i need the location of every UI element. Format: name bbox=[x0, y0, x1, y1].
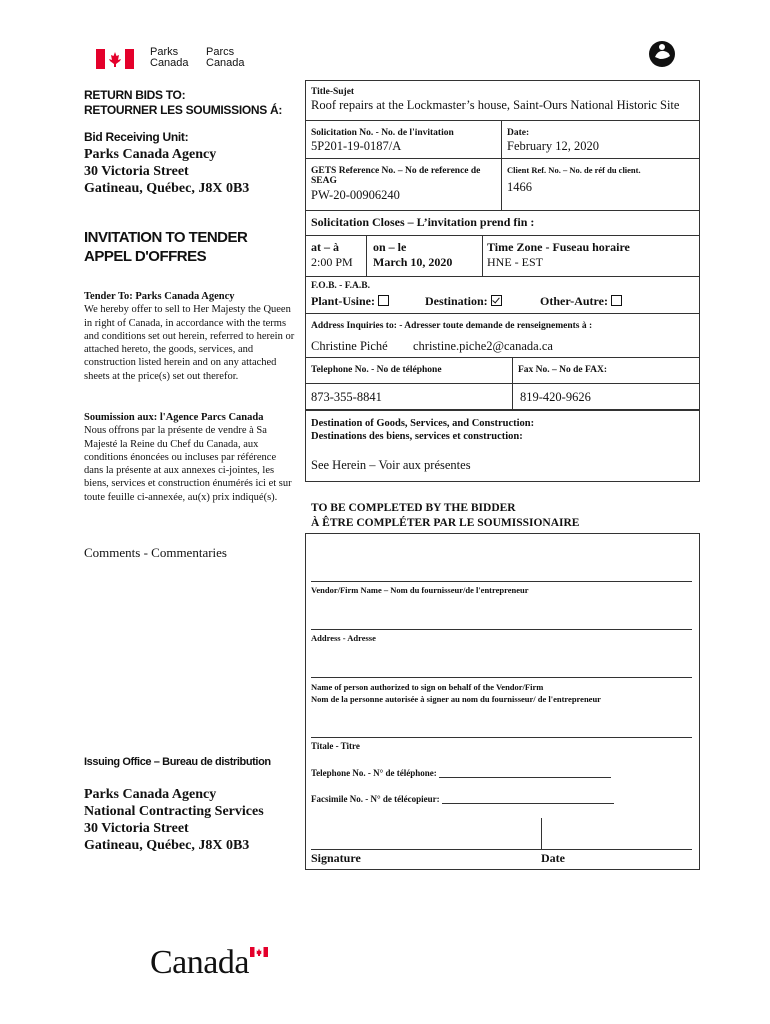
solicitation-no-label: Solicitation No. - No. de l'invitation bbox=[311, 128, 454, 138]
canada-wordmark-text: Canada bbox=[150, 944, 249, 981]
fob-plant-option[interactable] bbox=[311, 294, 389, 309]
telephone-value: 873-355-8841 bbox=[311, 390, 382, 404]
closes-label: Solicitation Closes – L’invitation prend fin : bbox=[311, 215, 535, 229]
solicitation-no-value: 5P201-19-0187/A bbox=[311, 139, 402, 153]
bidder-fax-field[interactable] bbox=[311, 793, 614, 804]
destination-label: Destination of Goods, Services, and Construction: bbox=[311, 418, 535, 429]
logo-fr-line1: Parcs bbox=[206, 46, 235, 58]
tender-to-title: Tender To: Parks Canada Agency bbox=[84, 291, 235, 302]
telephone-label: Telephone No. - No de téléphone bbox=[311, 365, 442, 375]
canada-flag-icon bbox=[96, 49, 134, 69]
logo-fr-line2: Canada bbox=[206, 57, 245, 69]
bidder-fax-label: Facsimile No. - N° de télécopieur: bbox=[311, 794, 440, 804]
return-bids-heading: RETURN BIDS TO: bbox=[84, 88, 186, 102]
bidder-telephone-field[interactable] bbox=[311, 767, 611, 778]
authorized-name-line[interactable] bbox=[311, 677, 692, 678]
bidder-date-label: Date bbox=[541, 851, 565, 865]
title-line[interactable] bbox=[311, 737, 692, 738]
parks-canada-logo bbox=[96, 47, 256, 71]
checkbox-checked-icon[interactable] bbox=[491, 295, 502, 306]
return-bids-heading-fr: RETOURNER LES SOUMISSIONS Á: bbox=[84, 103, 283, 117]
title-value: Roof repairs at the Lockmaster’s house, Saint-Ours National Historic Site bbox=[311, 98, 680, 112]
fob-plant-label: Plant-Usine: bbox=[311, 294, 375, 308]
fob-label: F.O.B. - F.A.B. bbox=[311, 281, 370, 291]
canada-wordmark bbox=[150, 945, 249, 981]
checkbox-icon[interactable] bbox=[378, 295, 389, 306]
contact-email[interactable]: christine.piche2@canada.ca bbox=[413, 339, 553, 353]
contact-name: Christine Piché bbox=[311, 339, 388, 353]
itt-heading-fr: APPEL D'OFFRES bbox=[84, 248, 207, 265]
comments-label: Comments - Commentaries bbox=[84, 545, 227, 560]
fax-value: 819-420-9626 bbox=[520, 390, 591, 404]
timezone-value: HNE - EST bbox=[487, 255, 543, 269]
client-ref-value: 1466 bbox=[507, 180, 532, 194]
vendor-name-line[interactable] bbox=[311, 581, 692, 582]
canada-flag-icon bbox=[250, 947, 268, 957]
gets-value: PW-20-00906240 bbox=[311, 188, 400, 202]
signature-line[interactable] bbox=[311, 849, 692, 850]
bidder-telephone-label: Telephone No. - N° de téléphone: bbox=[311, 768, 437, 778]
authorized-name-label-fr: Nom de la personne autorisée à signer au nom du fournisseur/ de l'entrepreneur bbox=[311, 694, 601, 704]
signature-label: Signature bbox=[311, 851, 361, 865]
address-inquiries-label: Address Inquiries to: - Adresser toute demande de renseignements à : bbox=[311, 321, 593, 331]
fax-label: Fax No. – No de FAX: bbox=[518, 365, 608, 375]
bidder-heading: TO BE COMPLETED BY THE BIDDER bbox=[311, 502, 516, 514]
gets-label: GETS Reference No. – No de reference de SEAG bbox=[311, 166, 481, 186]
issuing-addr-line: Parks Canada Agency bbox=[84, 787, 217, 802]
at-value: 2:00 PM bbox=[311, 255, 353, 269]
destination-label-fr: Destinations des biens, services et construction: bbox=[311, 431, 523, 442]
date-value: February 12, 2020 bbox=[507, 139, 599, 153]
fob-destination-label: Destination: bbox=[425, 294, 488, 308]
issuing-office-label: Issuing Office – Bureau de distribution bbox=[84, 756, 271, 768]
soumission-body: Nous offrons par la présente de vendre à Sa Majesté la Reine du Chef du Canada, aux conditions énoncées ou incluses par référence dans la présente at aux annexes ci-jointes, les biens, services et construction énumérés ici et sur toute feuille ci-annexée, au(x) prix indiqué(s). bbox=[84, 425, 292, 503]
authorized-name-label: Name of person authorized to sign on behalf of the Vendor/Firm bbox=[311, 682, 544, 692]
tender-body: We hereby offer to sell to Her Majesty the Queen in right of Canada, in accordance with the terms and conditions set out herein, referred to herein or attached hereto, the goods, services, and construction listed herein and on any attached sheets at the price(s) set out therefor. bbox=[84, 304, 295, 382]
destination-value: See Herein – Voir aux présentes bbox=[311, 458, 471, 472]
beaver-emblem-icon bbox=[648, 40, 676, 68]
logo-en-line1: Parks bbox=[150, 46, 179, 58]
bid-unit-addr-line: Gatineau, Québec, J8X 0B3 bbox=[84, 181, 250, 196]
fob-other-label: Other-Autre: bbox=[540, 294, 608, 308]
fob-other-option[interactable] bbox=[540, 294, 622, 309]
checkbox-icon[interactable] bbox=[611, 295, 622, 306]
logo-en-line2: Canada bbox=[150, 57, 189, 69]
fob-destination-option[interactable] bbox=[425, 294, 502, 309]
at-label: at – à bbox=[311, 240, 339, 254]
soumission-title: Soumission aux: l'Agence Parcs Canada bbox=[84, 412, 264, 423]
address-line[interactable] bbox=[311, 629, 692, 630]
bid-unit-addr-line: 30 Victoria Street bbox=[84, 164, 189, 179]
issuing-addr-line: Gatineau, Québec, J8X 0B3 bbox=[84, 838, 250, 853]
client-ref-label: Client Ref. No. – No. de réf du client. bbox=[507, 165, 641, 175]
title-label: Title-Sujet bbox=[311, 87, 355, 97]
address-label: Address - Adresse bbox=[311, 633, 376, 643]
bid-unit-addr-line: Parks Canada Agency bbox=[84, 147, 217, 162]
on-label: on – le bbox=[373, 240, 407, 254]
issuing-addr-line: National Contracting Services bbox=[84, 804, 264, 819]
title-field-label: Titale - Titre bbox=[311, 741, 360, 751]
bid-unit-label: Bid Receiving Unit: bbox=[84, 130, 189, 144]
itt-heading: INVITATION TO TENDER bbox=[84, 229, 248, 246]
vendor-name-label: Vendor/Firm Name – Nom du fournisseur/de l'entrepreneur bbox=[311, 585, 529, 595]
date-label: Date: bbox=[507, 128, 530, 138]
on-value: March 10, 2020 bbox=[373, 255, 453, 269]
timezone-label: Time Zone - Fuseau horaire bbox=[487, 240, 630, 254]
bidder-heading-fr: À ÊTRE COMPLÉTER PAR LE SOUMISSIONAIRE bbox=[311, 517, 580, 529]
issuing-addr-line: 30 Victoria Street bbox=[84, 821, 189, 836]
